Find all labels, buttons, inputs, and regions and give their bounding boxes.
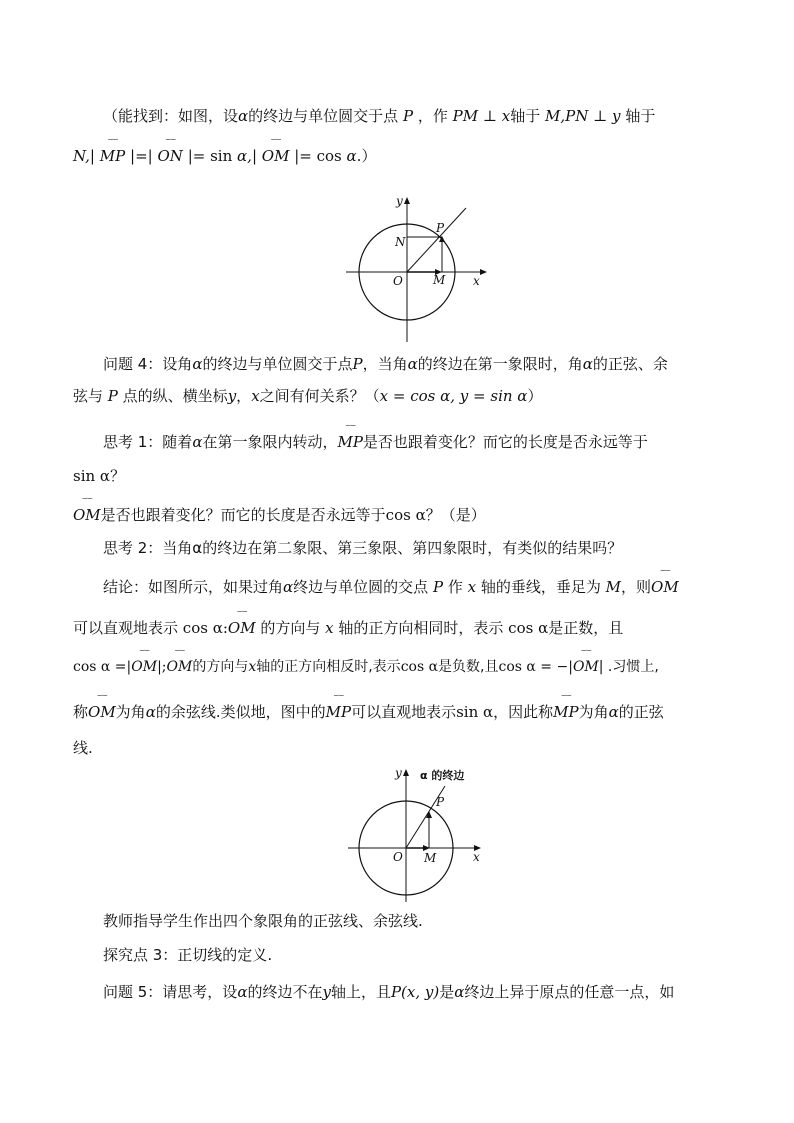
conclusion-line-5 bbox=[73, 738, 93, 758]
label-m: M bbox=[424, 851, 437, 865]
think-2 bbox=[103, 538, 622, 558]
label-o: O bbox=[393, 274, 403, 288]
text: 可以直观地表示 bbox=[351, 703, 457, 721]
text: 轴于 bbox=[625, 107, 656, 125]
y-axis-arrow-icon bbox=[403, 769, 409, 776]
text: 轴的正方向相同时，表示 bbox=[338, 619, 504, 637]
point-p: P bbox=[352, 355, 363, 373]
text: 之间有何关系？（ bbox=[259, 387, 380, 405]
text: ？ bbox=[110, 467, 126, 485]
label-n: N bbox=[395, 235, 406, 249]
alpha-symbol: α bbox=[608, 703, 619, 721]
text: （能找到：如图，设 bbox=[103, 107, 239, 125]
think-1-line-3 bbox=[73, 505, 486, 525]
vector-om: ⌣⌣ OM bbox=[131, 657, 157, 677]
x-var: x bbox=[248, 659, 257, 675]
vector-om: ⌣⌣ OM bbox=[88, 702, 116, 722]
text: |=| bbox=[130, 147, 153, 165]
text: 称 bbox=[73, 703, 89, 721]
conclusion-line-4 bbox=[73, 702, 664, 722]
cos-alpha: cos α bbox=[508, 619, 549, 637]
point-p: P bbox=[107, 387, 118, 405]
question-5 bbox=[103, 982, 674, 1002]
text: ，因此称 bbox=[493, 703, 554, 721]
text: 问题 4：设角 bbox=[103, 355, 193, 373]
y-var: y bbox=[322, 983, 331, 1001]
text: 的终边与单位圆交于点 bbox=[248, 107, 399, 125]
text: ，当角 bbox=[362, 355, 408, 373]
paragraph-1-line-2 bbox=[73, 146, 376, 166]
x-var: x bbox=[501, 107, 511, 125]
text: 教师指导学生作出四个象限角的正弦线、余弦线. bbox=[103, 912, 423, 930]
text: 为角 bbox=[578, 703, 609, 721]
vector-om: ⌣⌣ OM bbox=[167, 657, 193, 677]
text: 轴的正方向相反时,表示 bbox=[256, 659, 401, 675]
alpha-symbol: α bbox=[192, 355, 203, 373]
math-n: N,| bbox=[73, 147, 95, 165]
label-x: x bbox=[473, 850, 480, 864]
alpha-symbol: α, bbox=[237, 147, 252, 165]
y-var: y bbox=[612, 107, 621, 125]
text: 是负数,且 bbox=[438, 659, 499, 675]
explore-point-3 bbox=[103, 945, 272, 965]
text: ， bbox=[236, 387, 252, 405]
cos-alpha: cos α =| bbox=[73, 659, 132, 675]
cos-alpha: cos α bbox=[400, 659, 439, 675]
text: 思考 2：当角α的终边在第二象限、第三象限、第四象限时，有类似的结果吗？ bbox=[103, 539, 623, 557]
label-o: O bbox=[393, 850, 403, 864]
x-var: x bbox=[325, 619, 334, 637]
text: 轴于 bbox=[510, 107, 541, 125]
cos-alpha: cos α: bbox=[182, 619, 228, 637]
vector-om: ⌣⌣ OM bbox=[262, 146, 290, 166]
text: 在第一象限内转动， bbox=[202, 433, 338, 451]
math-mpn: M,PN bbox=[545, 107, 589, 125]
terminal-side bbox=[407, 208, 466, 272]
conclusion-line-2 bbox=[73, 618, 623, 638]
cos-alpha: cos α bbox=[385, 506, 426, 524]
x-var: x bbox=[251, 387, 260, 405]
text: 点的纵、横坐标 bbox=[122, 387, 228, 405]
text: ，作 bbox=[417, 107, 448, 125]
vector-mp: ⌣⌣ MP bbox=[326, 702, 351, 722]
unit-circle-figure-2 bbox=[344, 764, 494, 904]
text: 的方向与 bbox=[260, 619, 321, 637]
text: 结论：如图所示，如果过角 bbox=[103, 578, 284, 596]
alpha-symbol: α bbox=[238, 107, 249, 125]
text: 是 bbox=[439, 983, 455, 1001]
alpha-symbol: α bbox=[582, 355, 593, 373]
alpha-symbol: α bbox=[454, 983, 465, 1001]
text: 的正弦 bbox=[618, 703, 664, 721]
label-p: P bbox=[436, 795, 445, 809]
segment-pm: PM bbox=[452, 107, 479, 125]
x-axis-arrow-icon bbox=[480, 269, 487, 275]
teacher-guidance bbox=[103, 911, 423, 931]
text: 探究点 3：正切线的定义. bbox=[103, 946, 273, 964]
vector-mp: ⌣⌣ MP bbox=[337, 432, 362, 452]
text: | .习惯上, bbox=[598, 659, 659, 675]
point-pxy: P(x, y) bbox=[390, 983, 440, 1001]
text: 为角 bbox=[115, 703, 146, 721]
x-var: x bbox=[467, 578, 477, 596]
think-1-line-1 bbox=[103, 432, 648, 452]
vector-om: ⌣⌣ OM bbox=[573, 657, 599, 677]
text: 的终边不在 bbox=[247, 983, 323, 1001]
text: |= cos bbox=[294, 147, 342, 165]
text: .） bbox=[356, 147, 377, 165]
text: 是否也跟着变化？而它的长度是否永远等于 bbox=[362, 433, 648, 451]
text: |= sin bbox=[187, 147, 233, 165]
think-1-line-2 bbox=[73, 466, 125, 486]
alpha-symbol: α bbox=[407, 355, 418, 373]
label-p: P bbox=[436, 221, 445, 235]
label-x: x bbox=[473, 274, 480, 288]
sin-alpha: sin α bbox=[456, 703, 494, 721]
text: 是否也跟着变化？而它的长度是否永远等于 bbox=[100, 506, 386, 524]
text: 思考 1：随着 bbox=[103, 433, 193, 451]
text: 的终边在第一象限时，角 bbox=[417, 355, 583, 373]
label-m: M bbox=[433, 273, 446, 287]
text: 轴的垂线，垂足为 bbox=[480, 578, 601, 596]
text: 终边与单位圆的交点 bbox=[293, 578, 429, 596]
text: 的终边与单位圆交于点 bbox=[202, 355, 353, 373]
text: 可以直观地表示 bbox=[73, 619, 179, 637]
label-terminal-side: α 的终边 bbox=[420, 769, 465, 782]
vector-mp: ⌣⌣ MP bbox=[100, 146, 125, 166]
text: ，则 bbox=[621, 578, 652, 596]
text: 的正弦、余 bbox=[592, 355, 668, 373]
y-var: y bbox=[227, 387, 237, 405]
text: 是正数，且 bbox=[548, 619, 624, 637]
paragraph-1-line-1 bbox=[103, 106, 655, 126]
alpha-symbol: α bbox=[145, 703, 156, 721]
unit-circle-figure-1 bbox=[340, 192, 490, 342]
sin-alpha: sin α bbox=[73, 467, 111, 485]
label-y: y bbox=[395, 766, 402, 780]
label-y: y bbox=[396, 194, 403, 208]
text: ） bbox=[527, 387, 543, 405]
point-p: P bbox=[402, 107, 414, 125]
vector-mp: ⌣⌣ MP bbox=[553, 702, 578, 722]
y-axis-arrow-icon bbox=[404, 197, 410, 204]
text: 的方向与 bbox=[192, 659, 249, 675]
text: 问题 5：请思考，设 bbox=[103, 983, 238, 1001]
text: 线. bbox=[73, 739, 93, 757]
alpha-symbol: α bbox=[283, 578, 294, 596]
question-4-line-2 bbox=[73, 386, 542, 406]
alpha-symbol: α bbox=[346, 147, 357, 165]
alpha-symbol: α bbox=[237, 983, 248, 1001]
text: 弦与 bbox=[73, 387, 104, 405]
text: ？（是） bbox=[425, 506, 486, 524]
point-p: P bbox=[432, 578, 444, 596]
perp-symbol: ⊥ bbox=[593, 107, 608, 125]
alpha-symbol: α bbox=[192, 433, 203, 451]
conclusion-line-3 bbox=[73, 657, 659, 677]
cos-alpha: cos α = −| bbox=[498, 659, 573, 675]
conclusion-line-1 bbox=[103, 577, 679, 597]
vector-om: ⌣⌣ OM bbox=[73, 505, 101, 525]
text: 终边上异于原点的任意一点，如 bbox=[464, 983, 675, 1001]
text: | bbox=[251, 147, 257, 165]
text: |; bbox=[157, 659, 167, 675]
text: 轴上，且 bbox=[330, 983, 391, 1001]
point-m: M bbox=[605, 578, 622, 596]
formula: x = cos α, y = sin α bbox=[379, 387, 528, 405]
text: 作 bbox=[447, 578, 463, 596]
vector-om: ⌣⌣ OM bbox=[651, 577, 679, 597]
text: 的余弦线.类似地，图中的 bbox=[155, 703, 326, 721]
vector-om: ⌣⌣ OM bbox=[228, 618, 256, 638]
vector-on: ⌣⌣ ON bbox=[157, 146, 182, 166]
perp-symbol: ⊥ bbox=[482, 107, 497, 125]
question-4-line-1 bbox=[103, 354, 668, 374]
